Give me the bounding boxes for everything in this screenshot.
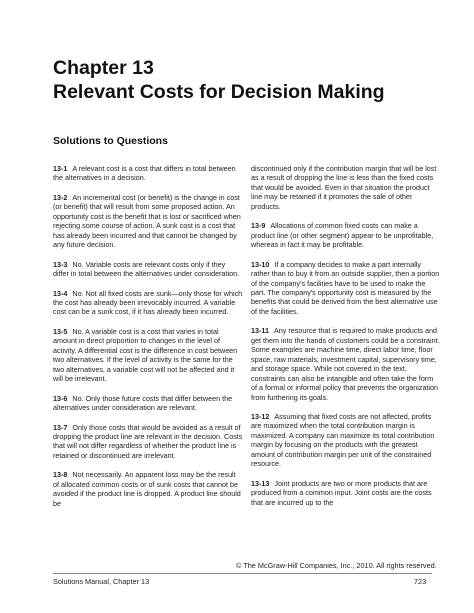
answer-paragraph xyxy=(251,221,441,249)
answer-text: discontinued only if the contribution margin that will be lost as a result of dropping the line is less than the fixed costs that would be avoided. Even in that situation the product line may be retained if it promotes the sale of other products. xyxy=(251,164,437,211)
footer-manual-title: Solutions Manual, Chapter 13 xyxy=(53,577,150,586)
section-title: Solutions to Questions xyxy=(53,135,168,147)
right-column xyxy=(251,164,441,517)
question-number: 13-2 xyxy=(53,192,68,202)
question-number: 13-13 xyxy=(251,478,270,488)
answer-text: If a company decides to make a part internally rather than to buy it from an outside supplier, then a portion of the company's facilities have to be used to make the part. The company's opportunity cost is measured by the benefits that could be derived from the best alternative use of the facilities. xyxy=(251,259,440,316)
answer-paragraph xyxy=(251,164,441,211)
answer-paragraph xyxy=(251,412,441,469)
answer-text: Allocations of common fixed costs can make a product line (or other segment) appear to be unprofitable, whereas in fact it may be profitable. xyxy=(251,221,434,250)
question-number: 13-12 xyxy=(251,411,270,421)
answer-paragraph xyxy=(53,470,243,508)
left-column xyxy=(53,164,243,518)
question-number: 13-3 xyxy=(53,259,68,269)
question-number: 13-11 xyxy=(251,326,269,336)
answer-paragraph xyxy=(53,423,243,461)
question-number: 13-1 xyxy=(53,164,68,173)
chapter-number: Chapter 13 xyxy=(53,57,154,79)
answer-paragraph xyxy=(53,260,243,279)
answer-text: No. Variable costs are relevant costs only if they differ in total between the alternatives under consideration. xyxy=(53,259,240,279)
answer-paragraph xyxy=(53,193,243,250)
answer-text: Not necessarily. An apparent loss may be the result of allocated common costs or of sunk costs that cannot be avoided if the product line is dropped. A product line should be xyxy=(53,470,241,508)
answer-text: An incremental cost (or benefit) is the change in cost (or benefit) that will result from some proposed action. An opportunity cost is the benefit that is lost or sacrificed when rejecting some course of action. A sunk cost is a cost that has already been incurred and that cannot be changed by any future decision. xyxy=(53,192,241,250)
answer-paragraph xyxy=(251,260,441,317)
answer-text: No. A variable cost is a cost that varies in total amount in direct proportion to changes in the level of activity. A differential cost is the difference in cost between two alternatives. If the level of activity is the same for the two alternatives, a variable cost will not be affected and it will be irrelevant. xyxy=(53,326,238,384)
question-number: 13-8 xyxy=(53,470,68,480)
answer-text: A relevant cost is a cost that differs in total between the alternatives in a decision. xyxy=(53,164,236,183)
answer-text: Any resource that is required to make products and get them into the hands of customers could be a constraint. Some examples are machine time, direct labor time, floor space, raw materials, investment capital, supervisory time, and storage space. While not covered in the text, constraints can also be intangible and often take the form of a formal or informal policy that prevents the organization from furthering its goals. xyxy=(251,326,440,402)
answer-text: Assuming that fixed costs are not affected, profits are maximized when the total contribution margin is maximized. A company can maximize its total contribution margin by focusing on the products with the greatest amount of contribution margin per unit of the constrained resource. xyxy=(251,411,435,469)
chapter-title: Relevant Costs for Decision Making xyxy=(53,81,385,103)
answer-paragraph xyxy=(251,326,441,402)
footer-divider xyxy=(53,573,432,574)
question-number: 13-9 xyxy=(251,221,266,231)
answer-paragraph xyxy=(53,164,243,183)
question-number: 13-7 xyxy=(53,422,68,432)
question-number: 13-10 xyxy=(251,259,270,269)
answer-paragraph xyxy=(53,289,243,317)
question-number: 13-6 xyxy=(53,393,68,403)
answer-paragraph xyxy=(251,479,441,507)
question-number: 13-5 xyxy=(53,326,68,336)
answer-paragraph xyxy=(53,327,243,384)
question-number: 13-4 xyxy=(53,288,68,298)
copyright-notice: © The McGraw-Hill Companies, Inc., 2010. All rights reserved. xyxy=(236,561,437,570)
answer-text: Only those costs that would be avoided as a result of dropping the product line are relevant in the decision. Costs that will not differ regardless of whether the product line is retained or discontinued are irrelevant. xyxy=(53,422,243,460)
answer-text: Joint products are two or more products that are produced from a common input. Joint costs are the costs that are incurred up to the xyxy=(251,478,432,507)
answer-text: No. Only those future costs that differ between the alternatives under consideration are relevant. xyxy=(53,393,233,413)
answer-text: No. Not all fixed costs are sunk—only those for which the cost has already been irrevocably incurred. A variable cost can be a sunk cost, if it has already been incurred. xyxy=(53,288,243,317)
page-number: 723 xyxy=(414,577,427,586)
answer-paragraph xyxy=(53,394,243,413)
